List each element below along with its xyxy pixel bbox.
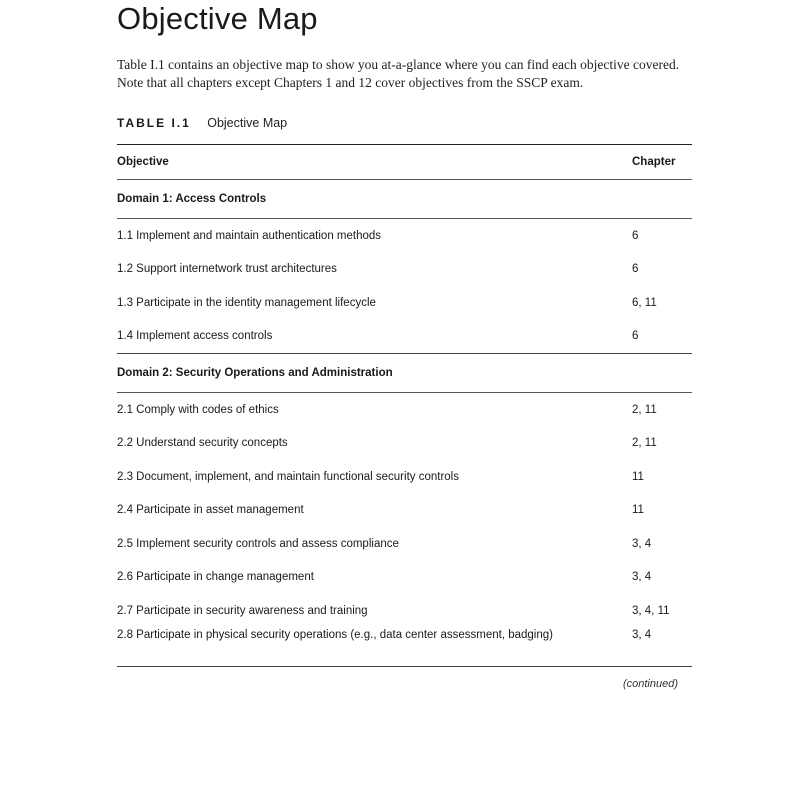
chapter-cell: 3, 4 [632, 537, 652, 550]
objective-map-table [117, 144, 692, 667]
objective-cell: 1.4 Implement access controls [117, 320, 632, 354]
objective-cell: 2.6 Participate in change management [117, 571, 314, 584]
objective-cell: 2.7 Participate in security awareness and training [117, 604, 368, 617]
chapter-cell: 6 [632, 320, 692, 354]
table-row [117, 286, 692, 320]
chapter-cell: 3, 4 [632, 571, 652, 584]
chapter-cell: 6 [632, 229, 639, 242]
table-caption-label: TABLE I.1 [117, 116, 191, 130]
table-caption [117, 114, 692, 132]
domain-row [117, 354, 692, 393]
table-row [117, 561, 692, 595]
domain-title: Domain 1: Access Controls [117, 180, 692, 219]
table-header-row [117, 145, 692, 180]
table-row [117, 320, 692, 354]
page-title: Objective Map [117, 1, 318, 36]
domain-title: Domain 2: Security Operations and Administration [117, 354, 692, 393]
document-page [117, 0, 692, 690]
continued-note: (continued) [622, 677, 678, 690]
objective-cell: 2.4 Participate in asset management [117, 504, 304, 517]
objective-cell: 2.3 Document, implement, and maintain functional security controls [117, 470, 459, 483]
table-row [117, 594, 692, 628]
table-row [117, 628, 692, 667]
objective-cell: 2.1 Comply with codes of ethics [117, 403, 279, 416]
chapter-cell: 6 [632, 263, 639, 276]
header-chapter: Chapter [632, 145, 692, 180]
table-row [117, 393, 692, 427]
objective-cell: 2.2 Understand security concepts [117, 437, 288, 450]
chapter-cell: 2, 11 [632, 403, 657, 416]
header-objective: Objective [117, 145, 632, 180]
table-caption-title: Objective Map [207, 116, 288, 130]
table-row [117, 253, 692, 287]
intro-paragraph: Table I.1 contains an objective map to show you at-a-glance where you can find each objective covered. Note that all chapters except Chapters 1 and 12 cover objectives from the SSCP exam. [117, 57, 680, 90]
table-row [117, 427, 692, 461]
objective-cell: 1.2 Support internetwork trust architectures [117, 263, 337, 276]
chapter-cell: 3, 4 [632, 628, 692, 667]
chapter-cell: 11 [632, 470, 644, 483]
domain-row [117, 180, 692, 219]
table-row [117, 494, 692, 528]
objective-cell: 1.1 Implement and maintain authentication methods [117, 229, 382, 242]
table-row [117, 527, 692, 561]
chapter-cell: 2, 11 [632, 437, 657, 450]
chapter-cell: 11 [632, 504, 644, 517]
chapter-cell: 6, 11 [632, 296, 657, 309]
table-row [117, 460, 692, 494]
objective-cell: 1.3 Participate in the identity management lifecycle [117, 296, 376, 309]
chapter-cell: 3, 4, 11 [632, 604, 670, 617]
objective-cell: 2.5 Implement security controls and assess compliance [117, 537, 399, 550]
table-row [117, 219, 692, 253]
objective-cell: 2.8 Participate in physical security operations (e.g., data center assessment, badging) [117, 628, 632, 667]
